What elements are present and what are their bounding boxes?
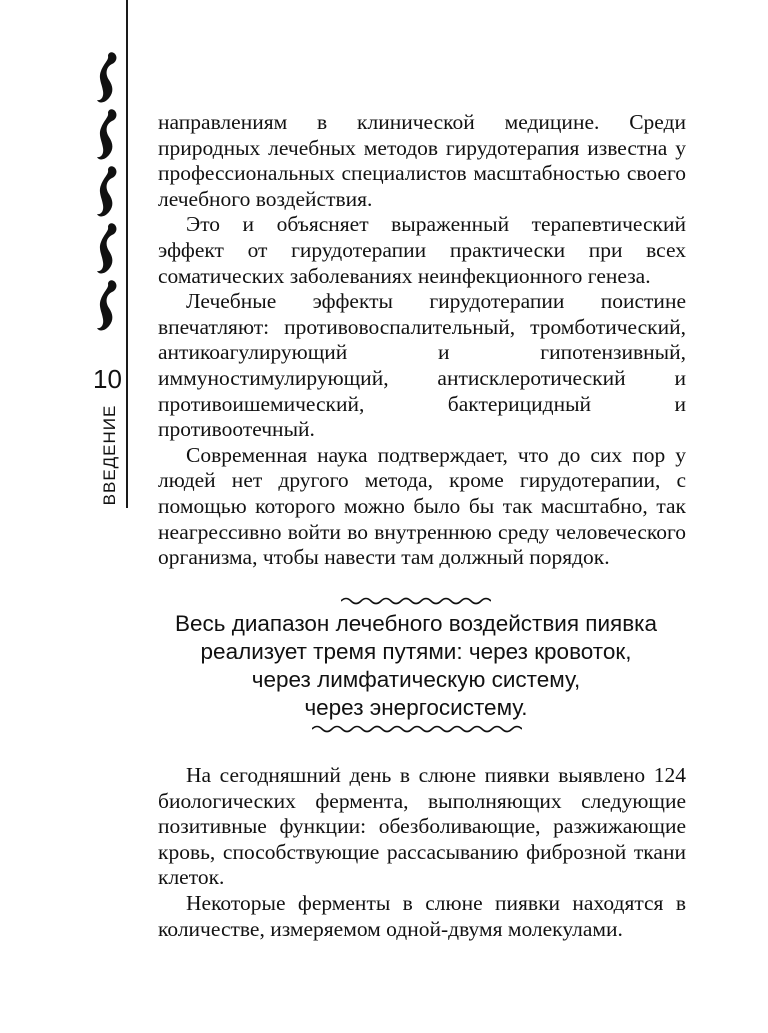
- pull-quote-line: реализует тремя путями: через кровоток,: [200, 639, 632, 664]
- leech-icon: [92, 50, 122, 106]
- wavy-divider-icon: [341, 596, 491, 606]
- paragraph: На сегодняшний день в слюне пиявки выявлено 124 биологических фермента, выполняющих следующие позитивные функции: обезболивающие, разжижающие кровь, способствующие рассасыванию фиброзной ткани клеток.: [158, 763, 686, 890]
- paragraph: Современная наука подтверждает, что до сих пор у людей нет другого метода, кроме гирудотерапии, с помощью которого можно было бы так масштабно, так неагрессивно войти во внутреннюю среду человеческого организма, чтобы навести там должный порядок.: [158, 442, 686, 570]
- leech-icon: [92, 278, 122, 334]
- page-number: 10: [93, 364, 122, 394]
- pull-quote: [140, 596, 692, 738]
- pull-quote-line: Весь диапазон лечебного воздействия пиявка: [174, 611, 658, 636]
- leech-icon: [92, 221, 122, 277]
- margin-rule: [126, 0, 128, 508]
- body-text-bottom: [158, 763, 686, 942]
- pull-quote-line: через лимфатическую систему,: [251, 667, 581, 692]
- paragraph: Лечебные эффекты гирудотерапии поистине впечатляют: противовоспалительный, тромботический, антикоагулирующий и гипотензивный, иммуностимулирующий, антисклеротический и противоишемический, бактерицидный и противоотечный.: [158, 289, 686, 442]
- section-label: ВВЕДЕНИЕ: [100, 404, 119, 506]
- paragraph: Некоторые ферменты в слюне пиявки находятся в количестве, измеряемом одной-двумя молекулами.: [158, 890, 686, 941]
- paragraph: направлениям в клинической медицине. Среди природных лечебных методов гирудотерапия известна у профессиональных специалистов масштабностью своего лечебного воздействия.: [158, 110, 686, 211]
- paragraph: Это и объясняет выраженный терапевтический эффект от гирудотерапии практически при всех соматических заболеваниях неинфекционного генеза.: [158, 212, 686, 288]
- wavy-divider-icon: [312, 724, 522, 734]
- body-text-top: [158, 110, 686, 571]
- leech-icon: [92, 107, 122, 163]
- leech-decoration-column: [92, 50, 126, 335]
- pull-quote-text: [140, 610, 692, 722]
- pull-quote-line: через энергосистему.: [304, 695, 528, 720]
- leech-icon: [92, 164, 122, 220]
